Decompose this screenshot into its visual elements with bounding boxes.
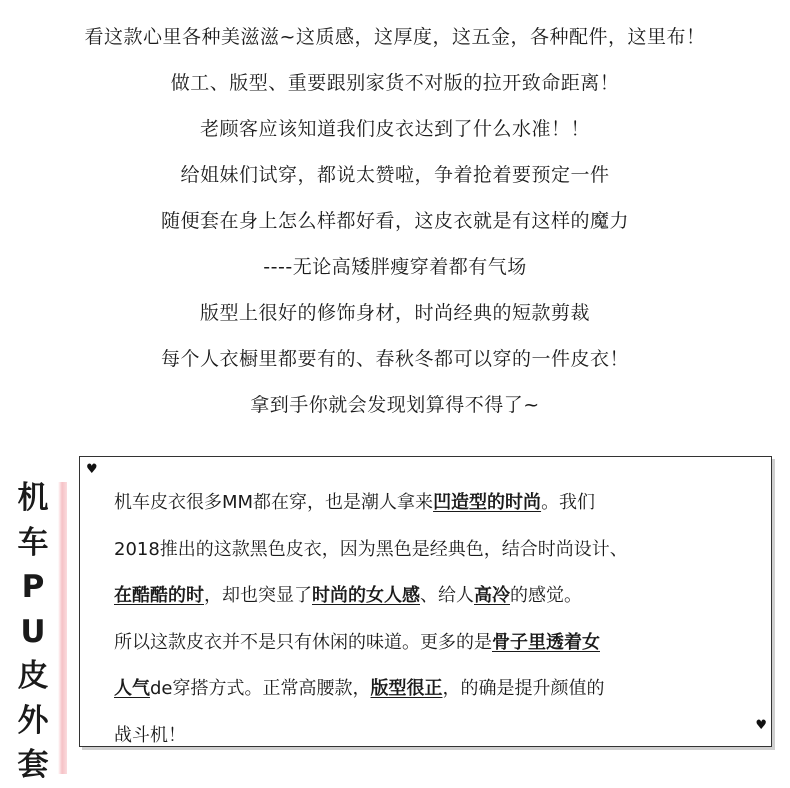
- intro-line: 版型上很好的修饰身材，时尚经典的短款剪裁: [199, 302, 590, 324]
- plain-text: 。我们: [541, 492, 596, 513]
- pink-accent-bar: [58, 482, 67, 774]
- paragraph-line: [114, 527, 754, 574]
- vertical-title-char: 套: [17, 747, 49, 783]
- plain-text: ，却也突显了: [204, 585, 312, 606]
- intro-line: 随便套在身上怎么样都好看，这皮衣就是有这样的魔力: [160, 210, 629, 232]
- intro-line: 给姐妹们试穿，都说太赞啦，争着抢着要预定一件: [180, 164, 610, 186]
- emphasis-text: 高冷: [474, 585, 510, 606]
- vertical-title-char: 车: [17, 524, 49, 561]
- emphasis-text: 人气: [114, 678, 150, 699]
- description-box: [79, 456, 772, 747]
- plain-text: 的感觉。: [510, 585, 582, 606]
- intro-text: [0, 14, 790, 428]
- vertical-title-char: 机: [17, 480, 49, 516]
- intro-line: 看这款心里各种美滋滋~这质感，这厚度，这五金，各种配件，这里布！: [84, 26, 706, 48]
- vertical-title-char: U: [20, 613, 46, 650]
- plain-text: 2018推出的这款黑色皮衣，因为黑色是经典色，结合时尚设计、: [114, 538, 628, 560]
- plain-text: 、给人: [420, 585, 474, 606]
- heart-icon: ♥: [755, 718, 767, 733]
- paragraph-line: [114, 666, 754, 713]
- plain-text: 所以这款皮衣并不是只有休闲的味道。更多的是: [114, 631, 492, 653]
- emphasis-text: 版型很正: [370, 678, 443, 699]
- paragraph-line: [114, 620, 754, 667]
- intro-line: 做工、版型、重要跟别家货不对版的拉开致命距离！: [170, 72, 620, 94]
- plain-text: 战斗机！: [114, 724, 186, 746]
- intro-line: 拿到手你就会发现划算得不得了~: [250, 394, 540, 416]
- intro-line: 每个人衣橱里都要有的、春秋冬都可以穿的一件皮衣！: [160, 348, 629, 370]
- intro-line: 老顾客应该知道我们皮衣达到了什么水准！！: [199, 118, 590, 140]
- emphasis-text: 骨子里透着女: [492, 631, 600, 653]
- paragraph-line: [114, 573, 754, 620]
- description-paragraph: [114, 480, 754, 759]
- emphasis-text: 在酷酷的时: [114, 585, 204, 606]
- emphasis-text: 时尚的女人感: [312, 585, 420, 606]
- plain-text: 机车皮衣很多MM都在穿，也是潮人拿来: [114, 492, 434, 513]
- vertical-title-char: 皮: [17, 658, 49, 694]
- vertical-title-char: P: [21, 569, 45, 605]
- vertical-title-char: 外: [17, 702, 49, 739]
- heart-icon: ♥: [86, 462, 98, 477]
- plain-text: ，的确是提升颜值的: [442, 678, 605, 699]
- paragraph-line: [114, 713, 754, 760]
- emphasis-text: 凹造型的时尚: [433, 492, 542, 513]
- plain-text: de穿搭方式。正常高腰款，: [150, 678, 371, 699]
- vertical-title: [10, 476, 56, 788]
- intro-line: ----无论高矮胖瘦穿着都有气场: [263, 256, 527, 278]
- paragraph-line: [114, 480, 754, 527]
